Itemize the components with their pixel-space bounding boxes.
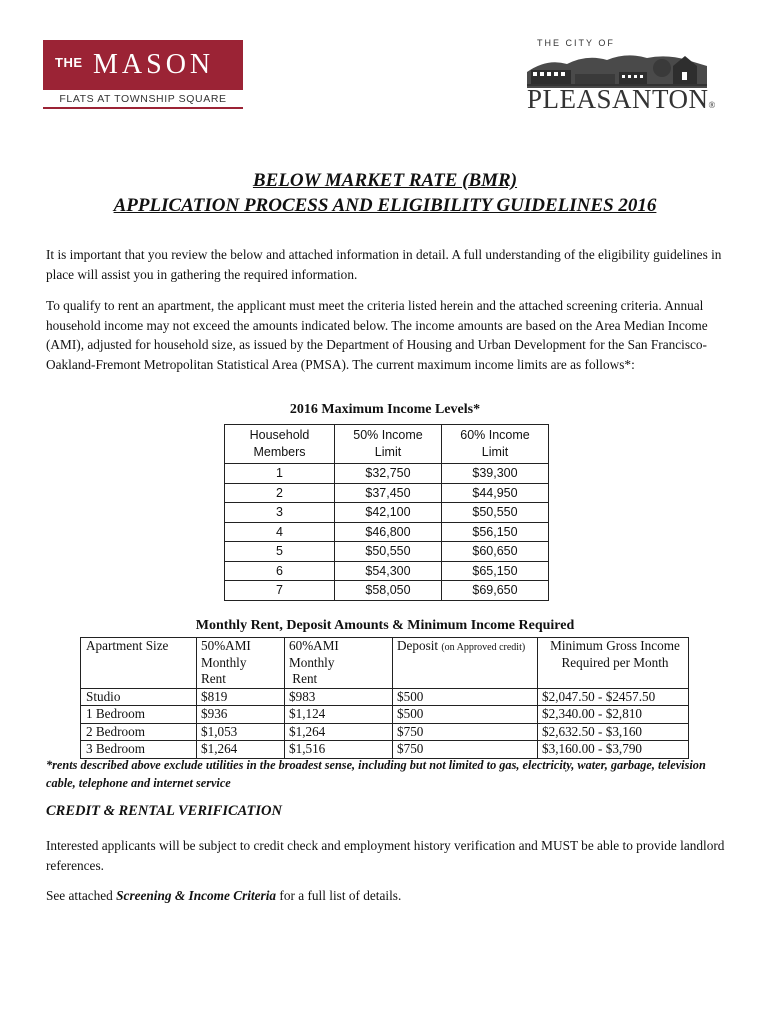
table-row	[225, 542, 549, 562]
income-50: $42,100	[335, 503, 442, 523]
income-members: 1	[225, 464, 335, 484]
income-header-60: 60% Income Limit	[442, 425, 549, 464]
income-header-50: 50% Income Limit	[335, 425, 442, 464]
city-logo-the-city-of: THE CITY OF	[537, 38, 615, 48]
city-logo-name	[527, 84, 717, 115]
credit-p2-post: for a full list of details.	[276, 888, 402, 903]
rent-deposit: $500	[393, 706, 538, 724]
rent-50: $1,264	[197, 741, 285, 759]
income-members: 3	[225, 503, 335, 523]
rent-50: $819	[197, 688, 285, 706]
rent-min-income: $2,047.50 - $2457.50	[538, 688, 689, 706]
credit-p2-pre: See attached	[46, 888, 117, 903]
income-50: $32,750	[335, 464, 442, 484]
rent-60: $983	[285, 688, 393, 706]
credit-paragraph-1: Interested applicants will be subject to credit check and employment history verification and MUST be able to provide landlord references.	[46, 838, 725, 873]
rent-size: Studio	[81, 688, 197, 706]
rent-table	[80, 637, 689, 759]
deposit-note: (on Approved credit)	[441, 642, 526, 653]
rent-50: $1,053	[197, 723, 285, 741]
rent-deposit: $750	[393, 741, 538, 759]
income-50: $37,450	[335, 483, 442, 503]
intro-paragraph-2: To qualify to rent an apartment, the applicant must meet the criteria listed herein and the attached screening criteria. Annual household income may not exceed the amounts indicated below. The income amounts are based on the Area Median Income (AMI), adjusted for household size, as issued by the Department of Housing and Urban Development for the San Francisco-Oakland-Fremont Metropolitan Statistical Area (PMSA). The current maximum income limits are as follows*:	[46, 298, 708, 372]
utilities-footnote: *rents described above exclude utilities in the broadest sense, including but not limited to gas, electricity, water, garbage, television cable, telephone and internet service	[46, 758, 706, 790]
rent-size: 3 Bedroom	[81, 741, 197, 759]
income-table-title: 2016 Maximum Income Levels*	[289, 402, 481, 417]
income-50: $54,300	[335, 561, 442, 581]
income-header-household: Household Members	[225, 425, 335, 464]
income-60: $44,950	[442, 483, 549, 503]
credit-heading: CREDIT & RENTAL VERIFICATION	[46, 803, 282, 819]
mason-logo-name: MASON	[93, 49, 215, 80]
rent-size: 2 Bedroom	[81, 723, 197, 741]
table-row	[81, 688, 689, 706]
title-line-2: APPLICATION PROCESS AND ELIGIBILITY GUIDELINES 2016	[113, 195, 657, 216]
income-members: 5	[225, 542, 335, 562]
intro-paragraph-1: It is important that you review the below and attached information in detail. A full understanding of the eligibility guidelines in place will assist you in gathering the required information.	[46, 247, 722, 282]
income-table	[224, 424, 549, 601]
income-members: 7	[225, 581, 335, 601]
rent-60: $1,124	[285, 706, 393, 724]
rent-header-50ami: 50%AMI Monthly Rent	[197, 638, 285, 689]
rent-min-income: $3,160.00 - $3,790	[538, 741, 689, 759]
table-row	[225, 581, 549, 601]
city-skyline-icon	[527, 50, 707, 88]
income-60: $50,550	[442, 503, 549, 523]
income-members: 4	[225, 522, 335, 542]
rent-header-size: Apartment Size	[81, 638, 197, 689]
title-line-1: BELOW MARKET RATE (BMR)	[252, 170, 518, 191]
table-row	[225, 561, 549, 581]
table-row	[225, 522, 549, 542]
city-logo-name-text: PLEASANTON	[527, 84, 709, 114]
income-60: $39,300	[442, 464, 549, 484]
rent-table-header-row	[81, 638, 689, 689]
income-60: $65,150	[442, 561, 549, 581]
mason-logo-subtitle: FLATS AT TOWNSHIP SQUARE	[43, 93, 243, 109]
income-50: $50,550	[335, 542, 442, 562]
table-row	[81, 706, 689, 724]
income-members: 6	[225, 561, 335, 581]
income-60: $60,650	[442, 542, 549, 562]
rent-60: $1,264	[285, 723, 393, 741]
rent-size: 1 Bedroom	[81, 706, 197, 724]
screening-criteria-reference: Screening & Income Criteria	[116, 888, 277, 903]
rent-60: $1,516	[285, 741, 393, 759]
income-50: $58,050	[335, 581, 442, 601]
rent-min-income: $2,340.00 - $2,810	[538, 706, 689, 724]
city-logo-registered-mark: ®	[708, 100, 716, 110]
table-row	[225, 483, 549, 503]
pleasanton-logo	[527, 38, 717, 118]
income-members: 2	[225, 483, 335, 503]
rent-header-min-income: Minimum Gross Income Required per Month	[538, 638, 689, 689]
rent-deposit: $750	[393, 723, 538, 741]
mason-logo-box	[43, 40, 243, 90]
rent-deposit: $500	[393, 688, 538, 706]
rent-table-title: Monthly Rent, Deposit Amounts & Minimum Income Required	[195, 618, 575, 633]
mason-logo	[43, 40, 243, 108]
income-table-header-row	[225, 425, 549, 464]
rent-header-60ami: 60%AMI Monthly Rent	[285, 638, 393, 689]
rent-min-income: $2,632.50 - $3,160	[538, 723, 689, 741]
table-row	[81, 723, 689, 741]
income-60: $69,650	[442, 581, 549, 601]
income-50: $46,800	[335, 522, 442, 542]
rent-header-deposit: Deposit (on Approved credit)	[393, 638, 538, 689]
rent-50: $936	[197, 706, 285, 724]
credit-paragraph-2	[46, 886, 726, 906]
table-row	[225, 503, 549, 523]
mason-logo-the: THE	[55, 55, 83, 70]
income-60: $56,150	[442, 522, 549, 542]
table-row	[225, 464, 549, 484]
